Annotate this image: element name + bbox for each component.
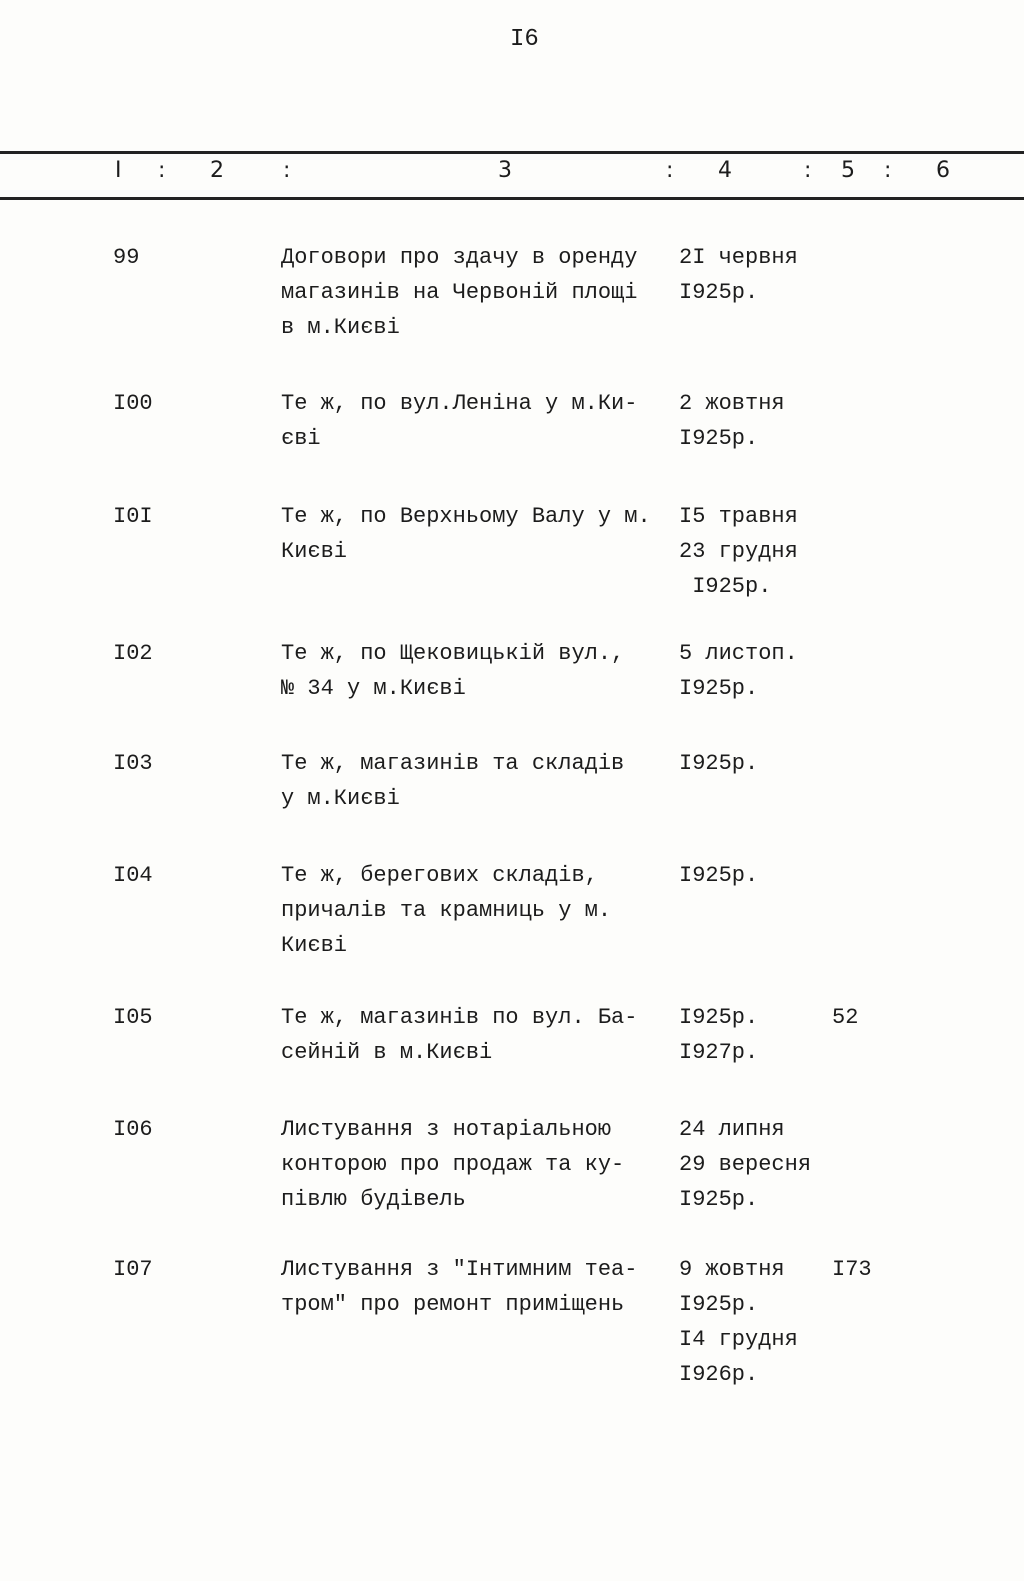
item-description <box>281 1252 637 1322</box>
header-col-5: 5 <box>841 158 855 183</box>
sheet-count: I73 <box>832 1257 872 1282</box>
description-line: Києві <box>281 539 348 564</box>
header-sep: : <box>884 158 892 183</box>
description-line: Листування з нотаріальною <box>281 1117 612 1142</box>
date-line: 5 листоп. <box>679 641 798 666</box>
description-line: півлю будівель <box>281 1187 466 1212</box>
item-number: I07 <box>113 1257 153 1282</box>
description-line: причалів та крамниць у м. <box>281 898 612 923</box>
description-line: Те ж, магазинів по вул. Ба- <box>281 1005 638 1030</box>
date-line: I925р. <box>679 1187 759 1212</box>
description-line: конторою про продаж та ку- <box>281 1152 625 1177</box>
page-number: I6 <box>510 26 539 53</box>
description-line: Те ж, по Щековицькій вул., <box>281 641 625 666</box>
date-line: I926р. <box>679 1362 759 1387</box>
item-description <box>281 499 651 569</box>
header-col-1: I <box>115 158 122 183</box>
description-line: сейній в м.Києві <box>281 1040 493 1065</box>
item-number: I02 <box>113 641 153 666</box>
item-dates <box>679 858 758 893</box>
header-col-2: 2 <box>210 158 224 183</box>
header-sep: : <box>666 158 674 183</box>
date-line: 29 вересня <box>679 1152 812 1177</box>
item-description <box>281 636 624 706</box>
date-line: I925р. <box>679 1292 759 1317</box>
item-dates <box>679 1252 798 1392</box>
header-col-4: 4 <box>718 158 732 183</box>
table-header-bottom-rule <box>0 197 1024 200</box>
item-number: I04 <box>113 863 153 888</box>
description-line: Те ж, магазинів та складів <box>281 751 625 776</box>
item-dates <box>679 499 798 604</box>
header-col-3: 3 <box>498 158 512 183</box>
header-sep: : <box>283 158 291 183</box>
description-line: Те ж, по Верхньому Валу у м. <box>281 504 651 529</box>
date-line: I925р. <box>679 676 759 701</box>
date-line: 2I червня <box>679 245 798 270</box>
description-line: Те ж, берегових складів, <box>281 863 598 888</box>
item-description <box>281 858 611 963</box>
item-dates <box>679 636 798 706</box>
item-dates <box>679 746 758 781</box>
date-line: 23 грудня <box>679 539 798 564</box>
description-line: Листування з "Інтимним теа- <box>281 1257 638 1282</box>
date-line: 9 жовтня <box>679 1257 785 1282</box>
date-line: 24 липня <box>679 1117 785 1142</box>
date-line: I925р. <box>679 426 759 451</box>
description-line: в м.Києві <box>281 315 400 340</box>
date-line: 2 жовтня <box>679 391 785 416</box>
description-line: єві <box>281 426 321 451</box>
date-line: I925р. <box>679 863 759 888</box>
header-sep: : <box>804 158 812 183</box>
header-col-6: 6 <box>936 158 950 183</box>
date-line: I927р. <box>679 1040 759 1065</box>
item-description <box>281 1112 624 1217</box>
item-dates <box>679 1112 811 1217</box>
item-number: 99 <box>113 245 140 270</box>
item-description <box>281 746 624 816</box>
date-line: I5 травня <box>679 504 798 529</box>
item-description <box>281 240 637 345</box>
item-dates <box>679 1000 758 1070</box>
description-line: Києві <box>281 933 348 958</box>
date-line: I925р. <box>679 751 759 776</box>
item-number: I03 <box>113 751 153 776</box>
description-line: Договори про здачу в оренду <box>281 245 638 270</box>
description-line: Те ж, по вул.Леніна у м.Ки- <box>281 391 638 416</box>
date-line: I925р. <box>679 280 759 305</box>
item-number: I06 <box>113 1117 153 1142</box>
item-description <box>281 1000 637 1070</box>
item-dates <box>679 386 785 456</box>
date-line: I925р. <box>679 1005 759 1030</box>
table-header-top-rule <box>0 151 1024 154</box>
description-line: № 34 у м.Києві <box>281 676 466 701</box>
item-number: I0I <box>113 504 153 529</box>
date-line: I925р. <box>679 574 772 599</box>
sheet-count: 52 <box>832 1005 859 1030</box>
date-line: I4 грудня <box>679 1327 798 1352</box>
item-dates <box>679 240 798 310</box>
item-description <box>281 386 637 456</box>
description-line: у м.Києві <box>281 786 400 811</box>
description-line: тром" про ремонт приміщень <box>281 1292 625 1317</box>
item-number: I05 <box>113 1005 153 1030</box>
description-line: магазинів на Червоній площі <box>281 280 638 305</box>
item-number: I00 <box>113 391 153 416</box>
header-sep: : <box>158 158 166 183</box>
